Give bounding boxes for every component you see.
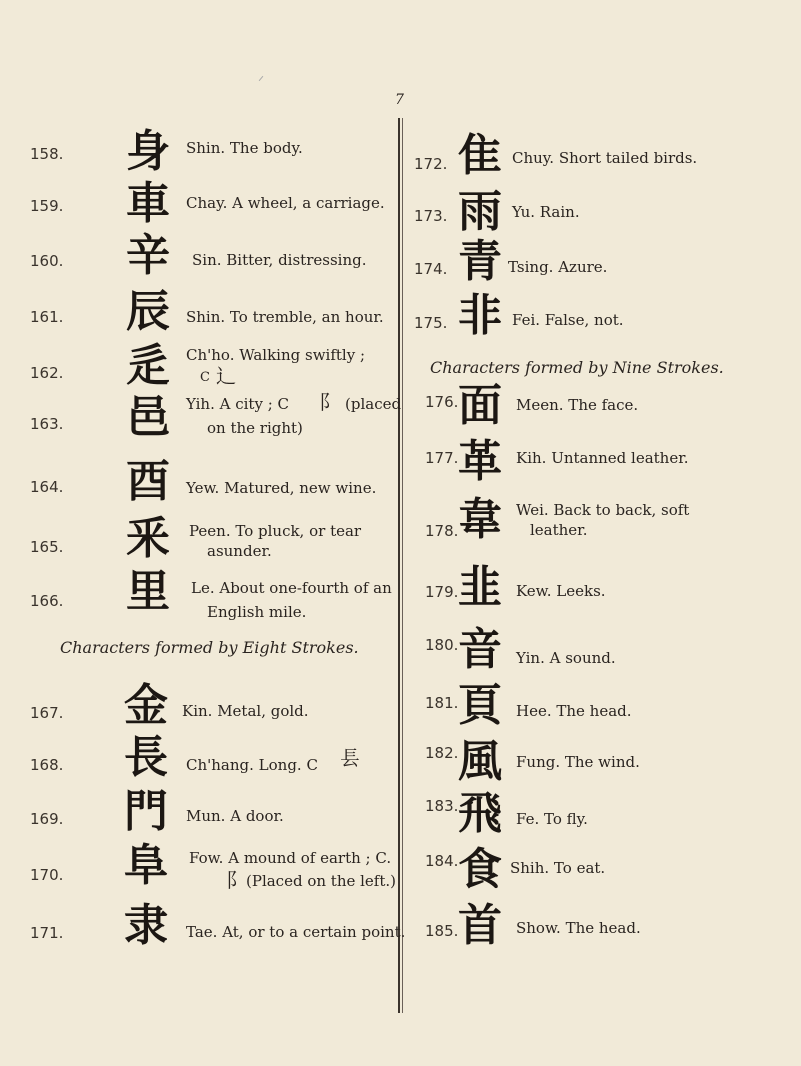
radical-character: 酉 bbox=[126, 456, 170, 507]
radical-character: 青 bbox=[458, 236, 502, 287]
variant-character: 辶 bbox=[216, 364, 236, 388]
entry-number: 175. bbox=[414, 314, 448, 332]
radical-character: 邑 bbox=[126, 392, 170, 443]
entry-number: 171. bbox=[30, 924, 64, 942]
entry-definition: Yew. Matured, new wine. bbox=[186, 479, 377, 497]
entry-number: 170. bbox=[30, 866, 64, 884]
column-divider bbox=[398, 118, 400, 1013]
entry-number: 177. bbox=[425, 449, 459, 467]
entry-definition: Yih. A city ; C bbox=[186, 395, 290, 413]
radical-character: 飛 bbox=[458, 788, 502, 839]
page-number: 7 bbox=[395, 92, 404, 108]
entry-definition: Ch'hang. Long. C bbox=[186, 756, 318, 774]
column-divider-inner bbox=[402, 118, 403, 1013]
radical-character: 里 bbox=[126, 566, 170, 617]
variant-character: 阝 bbox=[226, 868, 246, 892]
radical-character: 隹 bbox=[458, 130, 502, 181]
entry-definition: Wei. Back to back, soft bbox=[516, 501, 690, 519]
entry-number: 176. bbox=[425, 393, 459, 411]
entry-definition: Yu. Rain. bbox=[512, 203, 580, 221]
entry-definition-cont: (Placed on the left.) bbox=[246, 872, 396, 890]
entry-definition: Kew. Leeks. bbox=[516, 582, 606, 600]
entry-definition: Fow. A mound of earth ; C. bbox=[189, 849, 392, 867]
radical-character: 辰 bbox=[126, 286, 170, 337]
entry-definition-cont: leather. bbox=[530, 521, 588, 539]
heading-part: Strokes. bbox=[651, 358, 724, 377]
variant-note: C bbox=[200, 370, 210, 385]
entry-number: 182. bbox=[425, 744, 459, 762]
variant-character: 镸 bbox=[340, 746, 360, 770]
entry-definition: Fei. False, not. bbox=[512, 311, 624, 329]
section-heading-eight-strokes: Characters formed by Eight Strokes. bbox=[60, 638, 359, 657]
entry-definition: Mun. A door. bbox=[186, 807, 284, 825]
radical-character: 車 bbox=[126, 178, 170, 229]
entry-number: 160. bbox=[30, 252, 64, 270]
radical-character: 韭 bbox=[458, 562, 502, 613]
heading-part: Characters formed by bbox=[430, 358, 613, 377]
entry-number: 166. bbox=[30, 592, 64, 610]
radical-character: 音 bbox=[458, 624, 502, 675]
entry-number: 173. bbox=[414, 207, 448, 225]
entry-definition: Chay. A wheel, a carriage. bbox=[186, 194, 385, 212]
entry-definition-cont: on the right) bbox=[207, 419, 303, 437]
entry-definition: Ch'ho. Walking swiftly ; bbox=[186, 346, 366, 364]
radical-character: 門 bbox=[124, 786, 168, 837]
radical-character: 身 bbox=[126, 126, 170, 177]
heading-part-emphasis: Nine bbox=[612, 358, 652, 377]
entry-number: 168. bbox=[30, 756, 64, 774]
entry-definition-cont: (placed bbox=[345, 395, 402, 413]
entry-number: 164. bbox=[30, 478, 64, 496]
entry-number: 167. bbox=[30, 704, 64, 722]
entry-number: 181. bbox=[425, 694, 459, 712]
entry-definition: Show. The head. bbox=[516, 919, 641, 937]
radical-character: 頁 bbox=[458, 680, 502, 731]
entry-definition: Peen. To pluck, or tear bbox=[189, 522, 362, 540]
entry-definition: Fe. To fly. bbox=[516, 810, 588, 828]
entry-definition: Tae. At, or to a certain point. bbox=[186, 923, 406, 941]
radical-character: 阜 bbox=[124, 840, 168, 891]
entry-number: 179. bbox=[425, 583, 459, 601]
radical-character: 金 bbox=[124, 680, 168, 731]
entry-definition: Shin. The body. bbox=[186, 139, 303, 157]
entry-definition: Tsing. Azure. bbox=[508, 258, 608, 276]
radical-character: 非 bbox=[458, 290, 502, 341]
radical-character: 辵 bbox=[126, 340, 170, 391]
entry-definition: Sin. Bitter, distressing. bbox=[192, 251, 367, 269]
radical-character: 釆 bbox=[126, 513, 170, 564]
entry-number: 169. bbox=[30, 810, 64, 828]
entry-number: 185. bbox=[425, 922, 459, 940]
radical-character: 面 bbox=[458, 380, 502, 431]
entry-number: 183. bbox=[425, 797, 459, 815]
entry-number: 172. bbox=[414, 155, 448, 173]
entry-definition: Meen. The face. bbox=[516, 396, 639, 414]
entry-definition: Kin. Metal, gold. bbox=[182, 702, 309, 720]
entry-number: 165. bbox=[30, 538, 64, 556]
stray-mark bbox=[259, 76, 264, 81]
radical-character: 風 bbox=[458, 736, 502, 787]
entry-number: 174. bbox=[414, 260, 448, 278]
entry-definition: Yin. A sound. bbox=[516, 649, 616, 667]
radical-character: 長 bbox=[124, 732, 168, 783]
radical-character: 雨 bbox=[458, 186, 502, 237]
entry-definition: Chuy. Short tailed birds. bbox=[512, 149, 698, 167]
entry-number: 159. bbox=[30, 197, 64, 215]
entry-definition-cont: asunder. bbox=[207, 542, 272, 560]
radical-character: 韋 bbox=[458, 494, 502, 545]
entry-definition: Hee. The head. bbox=[516, 702, 632, 720]
entry-definition: Kih. Untanned leather. bbox=[516, 449, 689, 467]
entry-definition: Shih. To eat. bbox=[510, 859, 606, 877]
radical-character: 隶 bbox=[124, 900, 168, 951]
entry-number: 163. bbox=[30, 415, 64, 433]
entry-definition-cont: English mile. bbox=[207, 603, 307, 621]
variant-character: 阝 bbox=[319, 390, 339, 414]
entry-definition: Le. About one-fourth of an bbox=[191, 579, 392, 597]
entry-number: 180. bbox=[425, 636, 459, 654]
radical-character: 首 bbox=[458, 900, 502, 951]
entry-number: 162. bbox=[30, 364, 64, 382]
entry-number: 161. bbox=[30, 308, 64, 326]
entry-number: 178. bbox=[425, 522, 459, 540]
entry-number: 158. bbox=[30, 145, 64, 163]
radical-character: 辛 bbox=[126, 230, 170, 281]
entry-definition: Shin. To tremble, an hour. bbox=[186, 308, 384, 326]
section-heading-nine-strokes bbox=[430, 358, 724, 377]
radical-character: 革 bbox=[458, 436, 502, 487]
entry-number: 184. bbox=[425, 852, 459, 870]
entry-definition: Fung. The wind. bbox=[516, 753, 640, 771]
radical-character: 食 bbox=[458, 844, 502, 895]
